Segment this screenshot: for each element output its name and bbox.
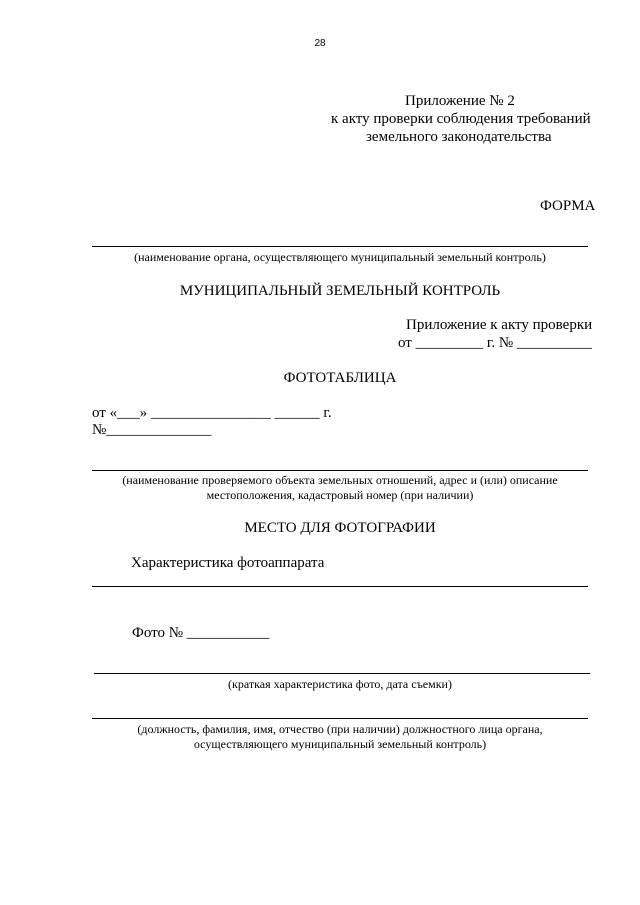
date-line: от «___» ________________ ______ г. [92,405,332,421]
object-fill-line [92,470,588,471]
official-fill-line [92,718,588,719]
appendix-title: Приложение № 2 [405,93,515,109]
form-label: ФОРМА [540,198,596,214]
number-line: №______________ [92,422,212,438]
object-caption-line2: местоположения, кадастровый номер (при наличии) [206,488,474,502]
camera-fill-line [92,586,588,587]
appendix-subtitle: к акту проверки соблюдения требований [331,111,591,127]
heading-municipal-control: МУНИЦИПАЛЬНЫЙ ЗЕМЕЛЬНЫЙ КОНТРОЛЬ [179,283,501,299]
photo-number-line: Фото № ___________ [132,625,270,641]
act-reference-date-number: от _________ г. № __________ [398,335,592,351]
photo-fill-line [94,673,590,674]
organ-fill-line [92,246,588,247]
camera-characteristics-label: Характеристика фотоаппарата [131,555,325,571]
act-reference-title: Приложение к акту проверки [406,317,593,333]
object-caption-line1: (наименование проверяемого объекта земельных отношений, адрес и (или) описание [122,473,558,487]
photo-placeholder-heading: МЕСТО ДЛЯ ФОТОГРАФИИ [244,520,436,536]
heading-phototable: ФОТОТАБЛИЦА [283,370,397,386]
official-caption-line1: (должность, фамилия, имя, отчество (при наличии) должностного лица органа, [137,722,543,736]
page-number: 28 [314,38,326,49]
photo-caption: (краткая характеристика фото, дата съемки) [228,677,452,691]
official-caption-line2: осуществляющего муниципальный земельный контроль) [193,737,487,751]
appendix-subtitle-2: земельного законодательства [366,129,552,145]
organ-caption: (наименование органа, осуществляющего муниципальный земельный контроль) [134,250,546,264]
